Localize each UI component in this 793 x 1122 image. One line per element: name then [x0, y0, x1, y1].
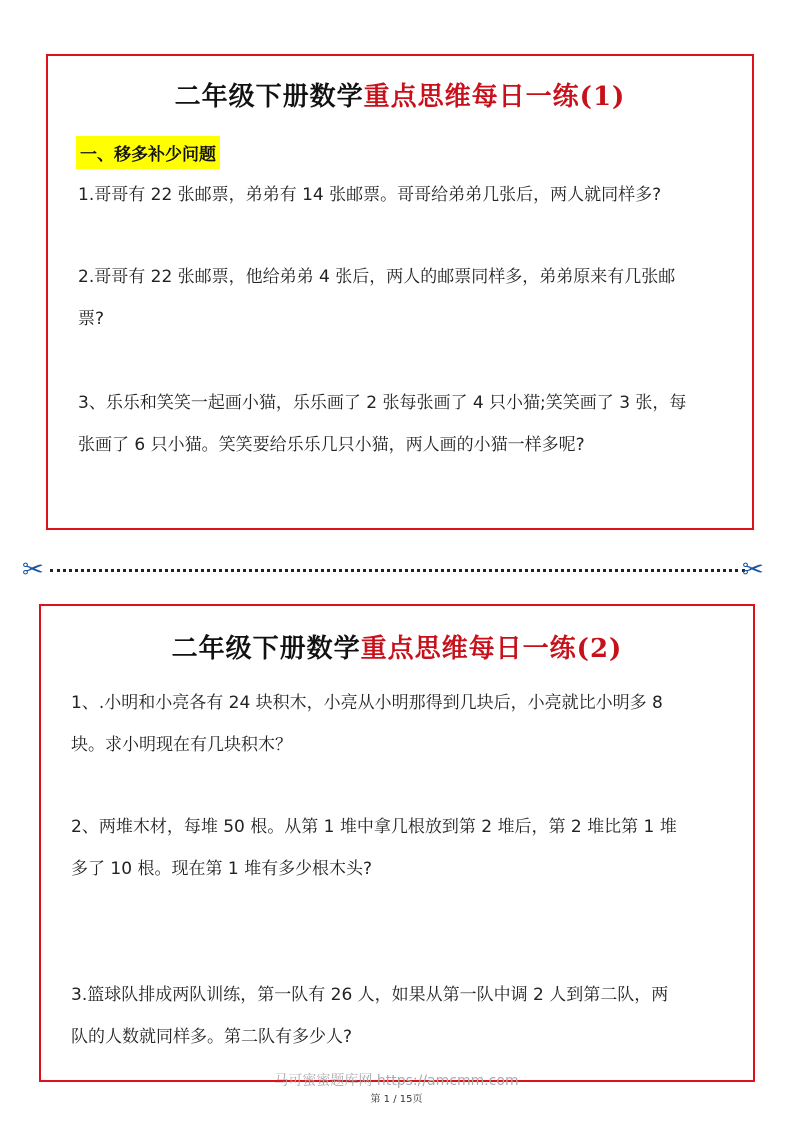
question-line: 队的人数就同样多。第二队有多少人? [71, 1027, 353, 1047]
question-line: 3、乐乐和笑笑一起画小猫，乐乐画了 2 张每张画了 4 只小猫;笑笑画了 3 张，每 [78, 393, 687, 413]
scissors-icon: ✂ [742, 555, 764, 585]
card-1-title [48, 76, 752, 113]
question-line: 2.哥哥有 22 张邮票，他给弟弟 4 张后，两人的邮票同样多，弟弟原来有几张邮 [78, 267, 676, 287]
card-2-title-main: 二年级下册数学 [171, 634, 361, 664]
footer-watermark: 马可蜜蜜题库网 https://amcmm.com [274, 1073, 519, 1089]
section-heading: 一、移多补少问题 [76, 136, 220, 169]
card-2-question-2 [71, 806, 677, 890]
card-1-title-highlight: 重点思维每日一练(1) [363, 82, 626, 112]
card-1-title-main: 二年级下册数学 [174, 82, 364, 112]
question-line: 票? [78, 309, 105, 329]
worksheet-card-2 [39, 604, 755, 1082]
cut-line [50, 569, 745, 572]
question-line: 3.篮球队排成两队训练，第一队有 26 人，如果从第一队中调 2 人到第二队，两 [71, 985, 669, 1005]
card-2-question-3 [71, 974, 668, 1058]
question-line: 2、两堆木材，每堆 50 根。从第 1 堆中拿几根放到第 2 堆后，第 2 堆比第 1 堆 [71, 817, 677, 837]
question-line: 1.哥哥有 22 张邮票，弟弟有 14 张邮票。哥哥给弟弟几张后，两人就同样多? [78, 185, 662, 205]
page-number: 第 1 / 15页 [370, 1094, 423, 1105]
question-line: 1、.小明和小亮各有 24 块积木，小亮从小明那得到几块后，小亮就比小明多 8 [71, 693, 663, 713]
card-2-title [41, 628, 753, 665]
scissors-icon: ✂ [22, 555, 44, 585]
card-1-question-1 [78, 174, 661, 216]
question-line: 多了 10 根。现在第 1 堆有多少根木头? [71, 859, 373, 879]
question-line: 块。求小明现在有几块积木？ [71, 735, 292, 755]
card-2-question-1 [71, 682, 663, 766]
question-line: 张画了 6 只小猫。笑笑要给乐乐几只小猫，两人画的小猫一样多呢? [78, 435, 585, 455]
card-1-question-3 [78, 382, 686, 466]
card-2-title-highlight: 重点思维每日一练(2) [360, 634, 623, 664]
card-1-question-2 [78, 256, 675, 340]
worksheet-card-1 [46, 54, 754, 530]
